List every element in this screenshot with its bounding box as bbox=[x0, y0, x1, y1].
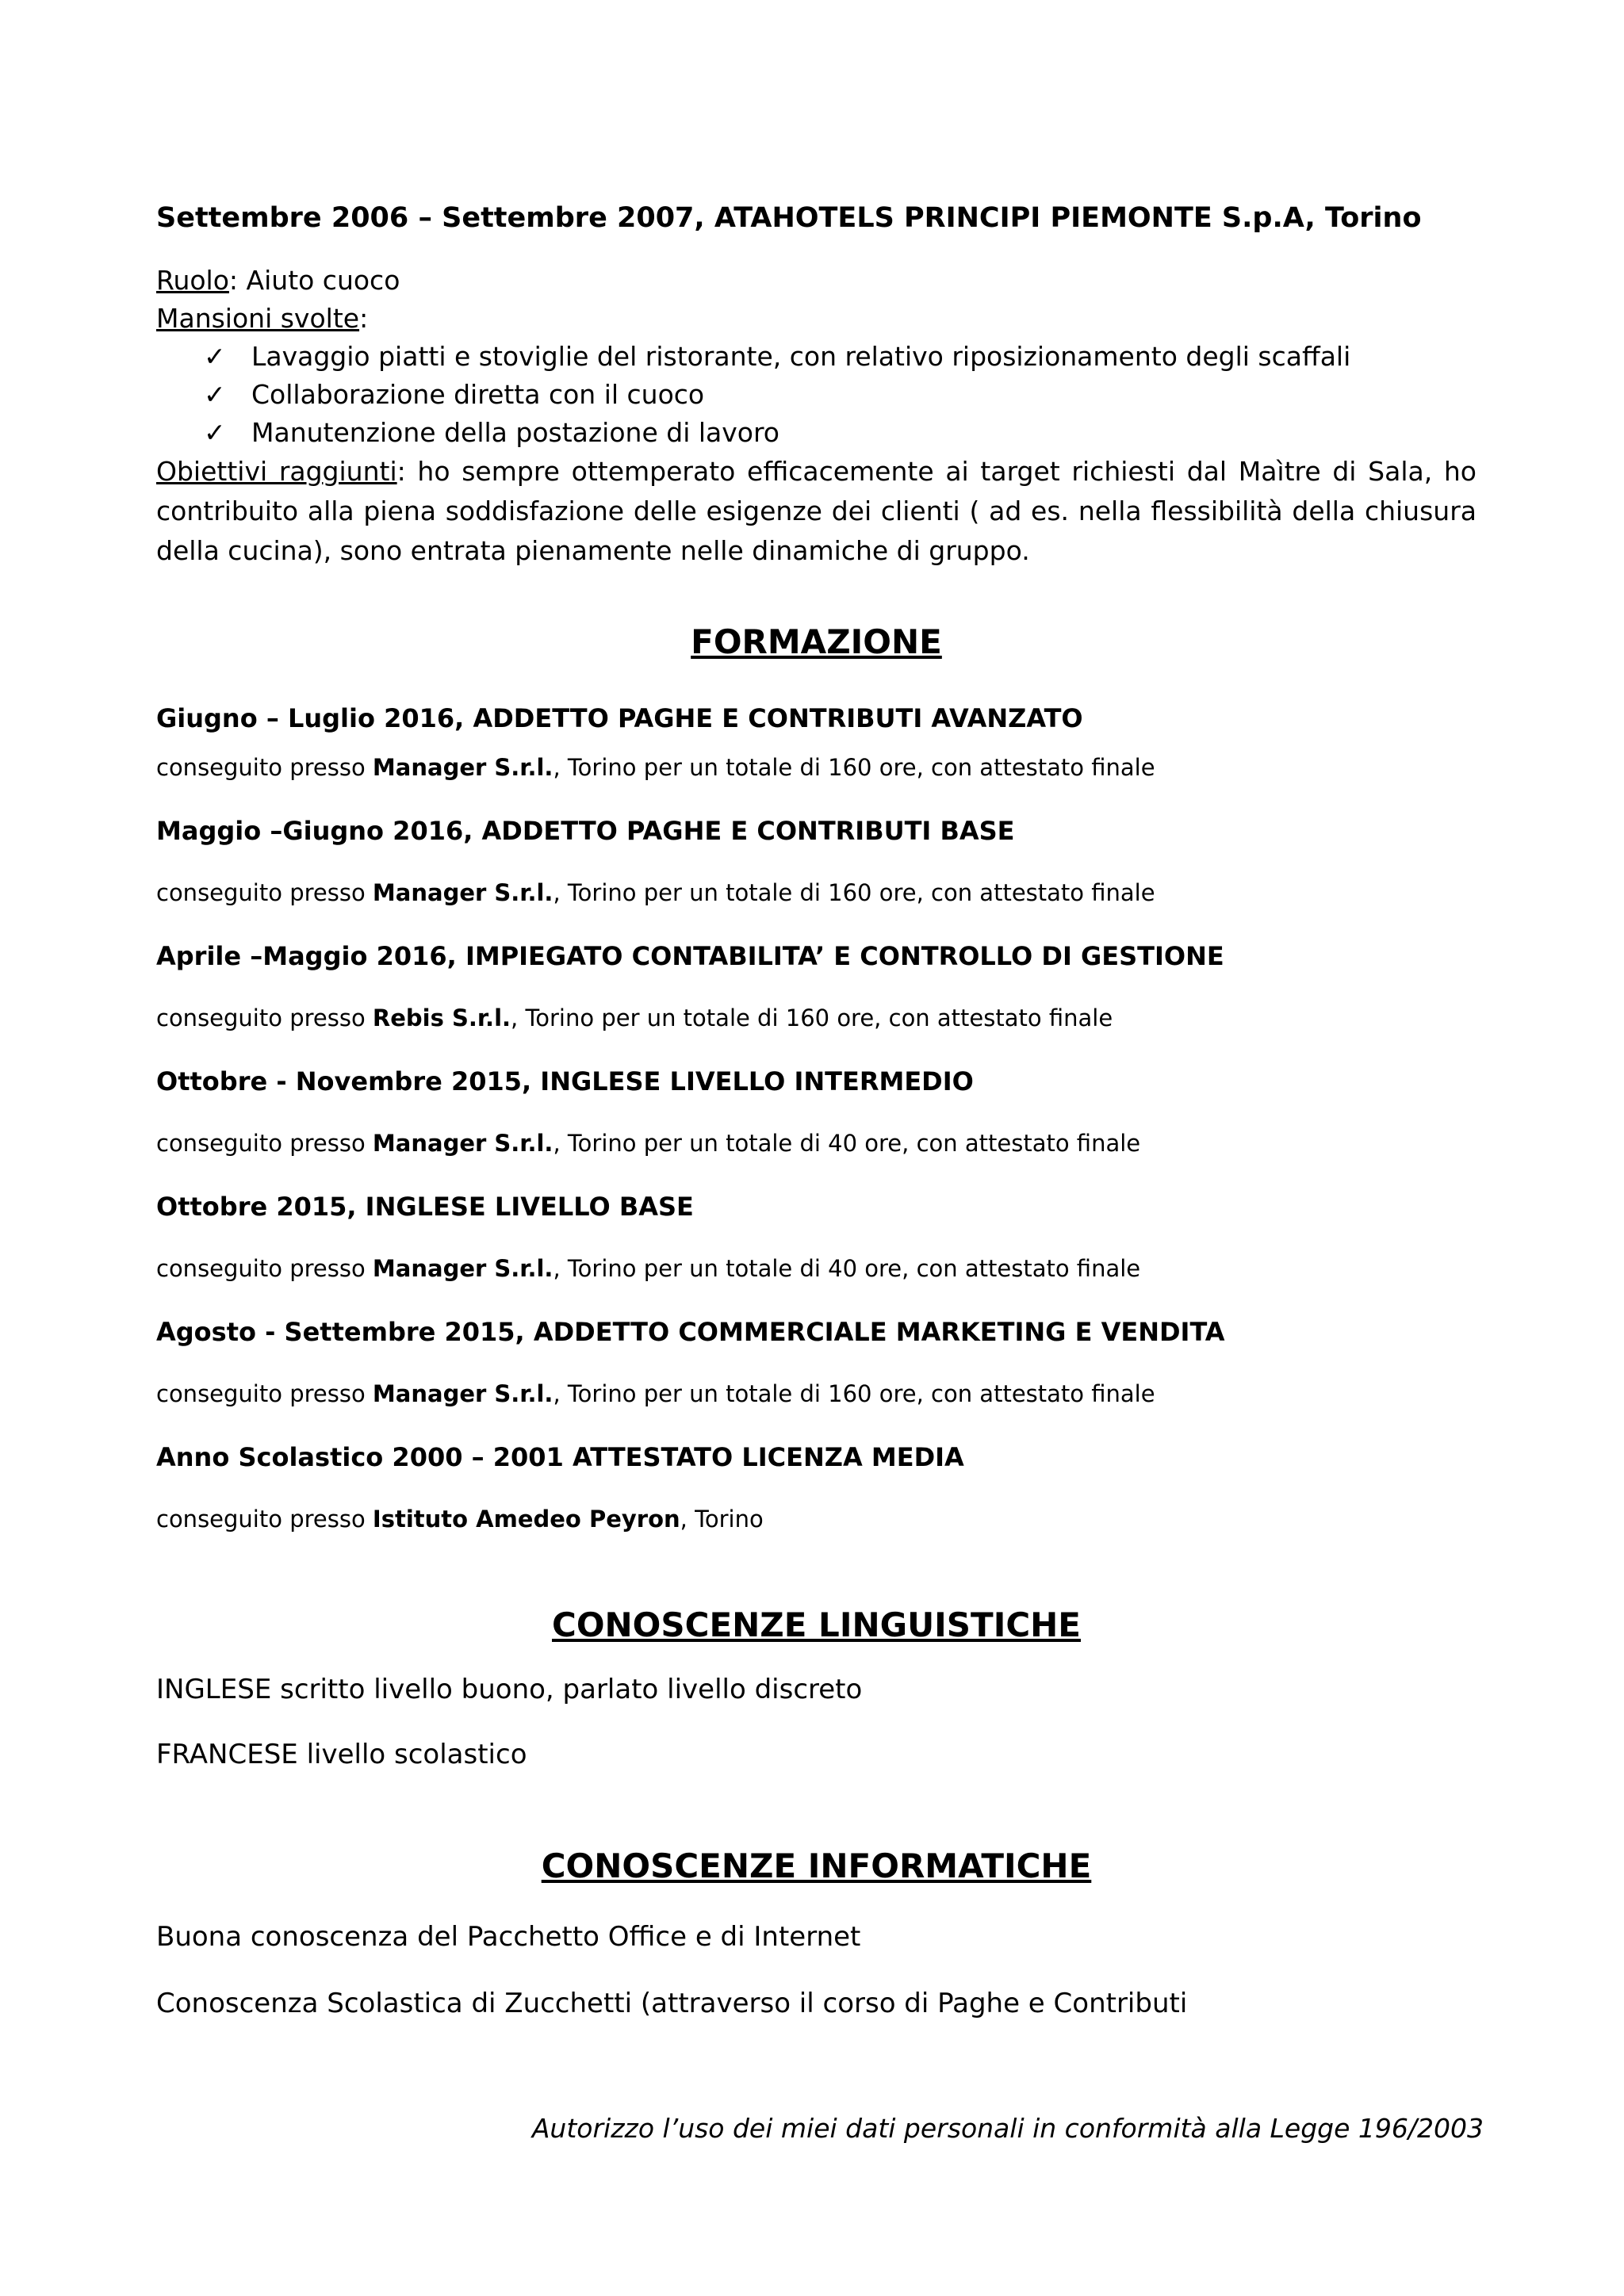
privacy-consent-footer: Autorizzo l’uso dei miei dati personali in conformità alla Legge 196/2003 bbox=[531, 2113, 1484, 2144]
course-entry bbox=[156, 1189, 1477, 1284]
course-entry bbox=[156, 813, 1477, 909]
course-detail bbox=[156, 1127, 1477, 1159]
course-institution: Rebis S.r.l. bbox=[372, 1004, 511, 1031]
course-suffix: , Torino per un totale di 160 ore, con attestato finale bbox=[553, 879, 1155, 906]
course-detail bbox=[156, 877, 1477, 909]
tasks-colon: : bbox=[359, 303, 369, 334]
course-institution: Manager S.r.l. bbox=[372, 879, 553, 906]
list-item bbox=[204, 338, 1477, 376]
course-detail bbox=[156, 1503, 1477, 1535]
course-prefix: conseguito presso bbox=[156, 1130, 373, 1157]
section-heading-informatica: CONOSCENZE INFORMATICHE bbox=[541, 1846, 1092, 1885]
document-content bbox=[156, 198, 1477, 2022]
course-title: Anno Scolastico 2000 – 2001 ATTESTATO LICENZA MEDIA bbox=[156, 1442, 964, 1472]
role-value: : Aiuto cuoco bbox=[228, 265, 400, 296]
course-suffix: , Torino per un totale di 160 ore, con attestato finale bbox=[553, 754, 1155, 781]
course-suffix: , Torino per un totale di 160 ore, con attestato finale bbox=[511, 1004, 1113, 1031]
course-prefix: conseguito presso bbox=[156, 879, 373, 906]
course-title: Maggio –Giugno 2016, ADDETTO PAGHE E CONTRIBUTI BASE bbox=[156, 816, 1015, 846]
formazione-section bbox=[156, 620, 1477, 1535]
course-detail bbox=[156, 1002, 1477, 1034]
course-detail bbox=[156, 1378, 1477, 1410]
task-text: Lavaggio piatti e stoviglie del ristorante, con relativo riposizionamento degli scaffali bbox=[251, 341, 1351, 372]
course-title: Agosto - Settembre 2015, ADDETTO COMMERCIALE MARKETING E VENDITA bbox=[156, 1317, 1225, 1347]
course-entry bbox=[156, 1440, 1477, 1535]
lingue-section bbox=[156, 1603, 1477, 1773]
course-institution: Istituto Amedeo Peyron bbox=[372, 1506, 680, 1533]
checkmark-icon: ✓ bbox=[204, 379, 226, 410]
course-title: Ottobre - Novembre 2015, INGLESE LIVELLO INTERMEDIO bbox=[156, 1066, 974, 1096]
role-line bbox=[156, 262, 1477, 300]
experience-entry bbox=[156, 198, 1477, 571]
informatica-section bbox=[156, 1844, 1477, 2022]
course-prefix: conseguito presso bbox=[156, 1255, 373, 1282]
tasks-line bbox=[156, 300, 1477, 338]
course-institution: Manager S.r.l. bbox=[372, 1255, 553, 1282]
course-entry bbox=[156, 939, 1477, 1034]
tasks-label: Mansioni svolte bbox=[156, 303, 360, 334]
course-prefix: conseguito presso bbox=[156, 754, 373, 781]
course-title: Giugno – Luglio 2016, ADDETTO PAGHE E CONTRIBUTI AVANZATO bbox=[156, 703, 1083, 733]
course-institution: Manager S.r.l. bbox=[372, 1130, 553, 1157]
course-detail bbox=[156, 752, 1477, 783]
tasks-list bbox=[156, 338, 1477, 452]
course-entry bbox=[156, 1064, 1477, 1159]
course-title: Ottobre 2015, INGLESE LIVELLO BASE bbox=[156, 1192, 694, 1222]
experience-title: Settembre 2006 – Settembre 2007, ATAHOTELS PRINCIPI PIEMONTE S.p.A, Torino bbox=[156, 202, 1422, 234]
section-heading-formazione: FORMAZIONE bbox=[691, 622, 942, 661]
checkmark-icon: ✓ bbox=[204, 417, 226, 448]
checkmark-icon: ✓ bbox=[204, 341, 226, 372]
course-suffix: , Torino bbox=[680, 1506, 764, 1533]
language-item: INGLESE scritto livello buono, parlato livello discreto bbox=[156, 1674, 863, 1705]
course-entry bbox=[156, 1314, 1477, 1410]
course-institution: Manager S.r.l. bbox=[372, 1380, 553, 1407]
course-prefix: conseguito presso bbox=[156, 1506, 373, 1533]
course-suffix: , Torino per un totale di 40 ore, con attestato finale bbox=[553, 1255, 1141, 1282]
section-heading-lingue: CONOSCENZE LINGUISTICHE bbox=[552, 1605, 1081, 1644]
goals-text: : ho sempre ottemperato efficacemente ai target richiesti dal Maìtre di Sala, ho contribuito alla piena soddisfazione delle esigenze dei clienti ( ad es. nella flessibilità della chiusura della cucina), sono entrata pienamente nelle dinamiche di gruppo. bbox=[156, 456, 1477, 566]
it-skill-item: Conoscenza Scolastica di Zucchetti (attraverso il corso di Paghe e Contributi bbox=[156, 1988, 1188, 2019]
task-text: Manutenzione della postazione di lavoro bbox=[251, 417, 779, 448]
list-item bbox=[204, 414, 1477, 452]
course-prefix: conseguito presso bbox=[156, 1380, 373, 1407]
course-detail bbox=[156, 1253, 1477, 1284]
course-entry bbox=[156, 701, 1477, 783]
goals-label: Obiettivi raggiunti bbox=[156, 456, 397, 487]
course-title: Aprile –Maggio 2016, IMPIEGATO CONTABILITA’ E CONTROLLO DI GESTIONE bbox=[156, 941, 1224, 971]
task-text: Collaborazione diretta con il cuoco bbox=[251, 379, 705, 410]
list-item bbox=[204, 376, 1477, 414]
course-institution: Manager S.r.l. bbox=[372, 754, 553, 781]
role-label: Ruolo bbox=[156, 265, 229, 296]
course-suffix: , Torino per un totale di 40 ore, con attestato finale bbox=[553, 1130, 1141, 1157]
language-item: FRANCESE livello scolastico bbox=[156, 1739, 527, 1770]
course-prefix: conseguito presso bbox=[156, 1004, 373, 1031]
it-skill-item: Buona conoscenza del Pacchetto Office e di Internet bbox=[156, 1921, 861, 1953]
course-suffix: , Torino per un totale di 160 ore, con attestato finale bbox=[553, 1380, 1155, 1407]
goals-paragraph bbox=[156, 452, 1477, 571]
